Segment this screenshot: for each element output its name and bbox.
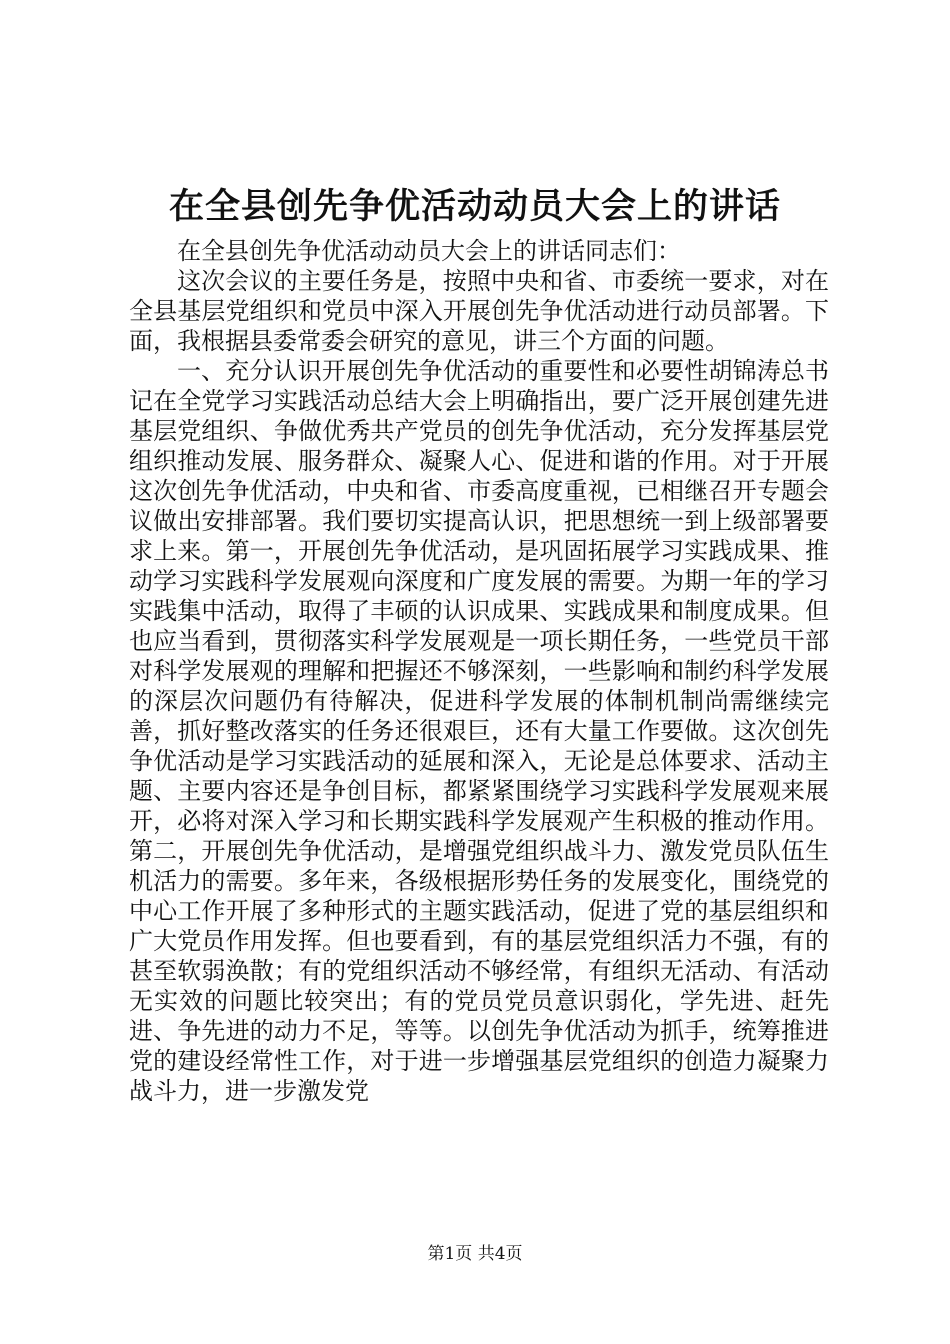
- intro-paragraph: 这次会议的主要任务是，按照中央和省、市委统一要求，对在全县基层党组织和党员中深入开展创先争优活动进行动员部署。下面，我根据县委常委会研究的意见，讲三个方面的问题。: [129, 267, 829, 355]
- document-body: [129, 236, 829, 1106]
- page-number-footer: 第1页 共4页: [427, 1244, 523, 1264]
- salutation-paragraph: 在全县创先争优活动动员大会上的讲话同志们：: [177, 237, 681, 265]
- document-title: 在全县创先争优活动动员大会上的讲话: [168, 186, 781, 227]
- section-one-paragraph: 一、充分认识开展创先争优活动的重要性和必要性胡锦涛总书记在全党学习实践活动总结大会上明确指出，要广泛开展创建先进基层党组织、争做优秀共产党员的创先争优活动，充分发挥基层党组织推动发展、服务群众、凝聚人心、促进和谐的作用。对于开展这次创先争优活动，中央和省、市委高度重视，已相继召开专题会议做出安排部署。我们要切实提高认识，把思想统一到上级部署要求上来。第一，开展创先争优活动，是巩固拓展学习实践成果、推动学习实践科学发展观向深度和广度发展的需要。为期一年的学习实践集中活动，取得了丰硕的认识成果、实践成果和制度成果。但也应当看到，贯彻落实科学发展观是一项长期任务，一些党员干部对科学发展观的理解和把握还不够深刻，一些影响和制约科学发展的深层次问题仍有待解决，促进科学发展的体制机制尚需继续完善，抓好整改落实的任务还很艰巨，还有大量工作要做。这次创先争优活动是学习实践活动的延展和深入，无论是总体要求、活动主题、主要内容还是争创目标，都紧紧围绕学习实践科学发展观来展开，必将对深入学习和长期实践科学发展观产生积极的推动作用。第二，开展创先争优活动，是增强党组织战斗力、激发党员队伍生机活力的需要。多年来，各级根据形势任务的发展变化，围绕党的中心工作开展了多种形式的主题实践活动，促进了党的基层组织和广大党员作用发挥。但也要看到，有的基层党组织活力不强，有的甚至软弱涣散；有的党组织活动不够经常，有组织无活动、有活动无实效的问题比较突出；有的党员党员意识弱化，学先进、赶先进、争先进的动力不足，等等。以创先争优活动为抓手，统筹推进党的建设经常性工作，对于进一步增强基层党组织的创造力凝聚力战斗力，进一步激发党: [129, 357, 829, 1105]
